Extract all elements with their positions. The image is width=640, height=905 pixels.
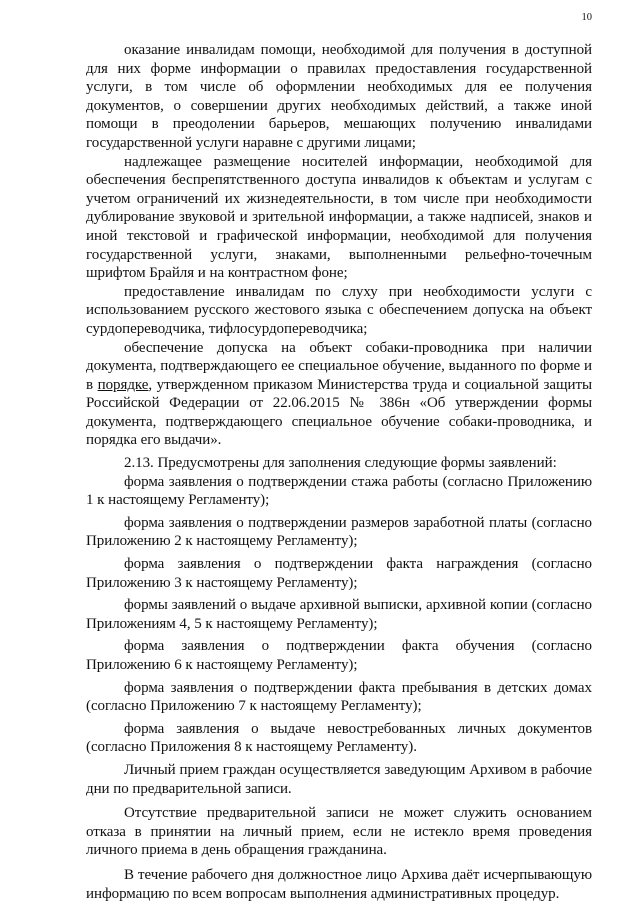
paragraph-working-day-info: В течение рабочего дня должностное лицо Архива даёт исчерпывающую информацию по всем вопросам выполнения административных процедур. bbox=[86, 866, 592, 902]
form-item-salary: форма заявления о подтверждении размеров заработной платы (согласно Приложению 2 к настоящему Регламенту); bbox=[86, 514, 592, 550]
form-item-award: форма заявления о подтверждении факта награждения (согласно Приложению 3 к настоящему Регламенту); bbox=[86, 556, 592, 591]
form-item-orphanage: форма заявления о подтверждении факта пребывания в детских домах (согласно Приложению 7 к настоящему Регламенту); bbox=[86, 679, 592, 715]
page-number: 10 bbox=[581, 12, 592, 23]
paragraph-guide-dog bbox=[86, 339, 592, 451]
guide-dog-text-end: , утвержденном приказом Министерства труда и социальной защиты Российской Федерации от 22.06.2015 № 386н «Об утверждении формы документа, подтверждающего специальное обучение собаки-проводника, и порядка его выдачи». bbox=[86, 376, 592, 449]
paragraph-assistance: оказание инвалидам помощи, необходимой для получения в доступной для них форме информации о правилах предоставления государственной услуги, в том числе об оформлении необходимых для ее получения документов, о совершении других необходимых действий, а также иной помощи в преодолении барьеров, мешающих получению инвалидами государственной услуги наравне с другими лицами; bbox=[86, 42, 592, 151]
paragraph-no-appointment: Отсутствие предварительной записи не может служить основанием отказа в принятии на личный прием, если не истекло время проведения личного приема в день обращения гражданина. bbox=[86, 805, 592, 859]
paragraph-information-carriers: надлежащее размещение носителей информации, необходимой для обеспечения беспрепятственного доступа инвалидов к объектам и услугам с учетом ограничений их жизнедеятельности, в том числе при необходимости дублирование звуковой и зрительной информации, а также надписей, знаков и иной текстовой и графической информации, необходимой для получения государственной услуги, знаками, выполненными рельефно-точечным шрифтом Брайля и на контрастном фоне; bbox=[86, 153, 592, 282]
form-item-personal-documents: форма заявления о выдаче невостребованных личных документов (согласно Приложения 8 к настоящему Регламенту). bbox=[86, 720, 592, 756]
form-item-archive-extract: формы заявлений о выдаче архивной выписки, архивной копии (согласно Приложениям 4, 5 к настоящему Регламенту); bbox=[86, 597, 592, 632]
paragraph-personal-reception: Личный прием граждан осуществляется заведующим Архивом в рабочие дни по предварительной записи. bbox=[86, 761, 592, 797]
guide-dog-text-start: обеспечение допуска на объект собаки-проводника при наличии документа, подтверждающего ее специальное обучение, выданного по форме и в bbox=[86, 339, 592, 393]
paragraph-sign-language: предоставление инвалидам по слуху при необходимости услуги с использованием русского жестового языка с обеспечением допуска на объект сурдопереводчика, тифлосурдопереводчика; bbox=[86, 283, 592, 337]
form-item-education: форма заявления о подтверждении факта обучения (согласно Приложению 6 к настоящему Регламенту); bbox=[86, 638, 592, 673]
form-item-work-experience: форма заявления о подтверждении стажа работы (согласно Приложению 1 к настоящему Регламенту); bbox=[86, 473, 592, 509]
procedure-link[interactable]: порядке bbox=[97, 376, 149, 393]
forms-heading: 2.13. Предусмотрены для заполнения следующие формы заявлений: bbox=[124, 455, 557, 472]
document-body bbox=[86, 41, 592, 903]
